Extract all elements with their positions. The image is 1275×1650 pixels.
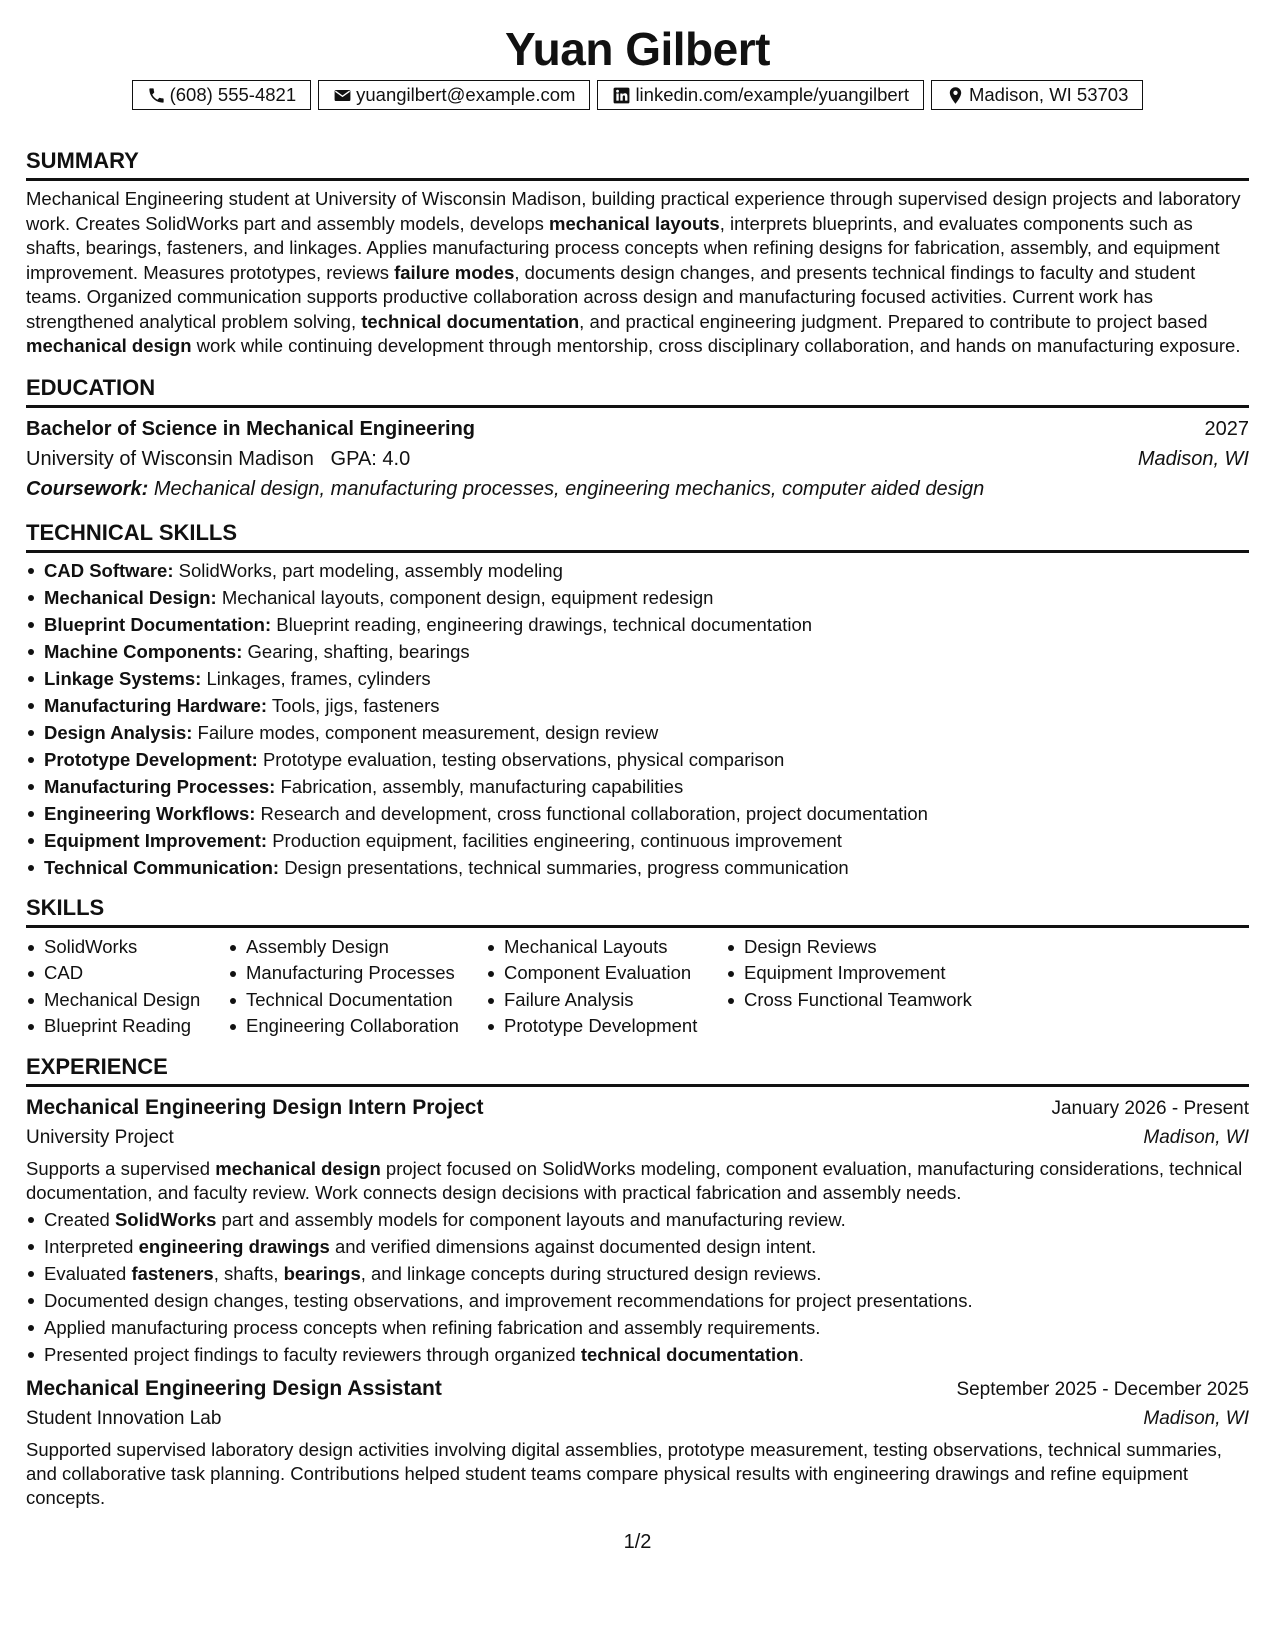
job-title: Mechanical Engineering Design Intern Project	[26, 1095, 484, 1119]
degree: Bachelor of Science in Mechanical Engineering	[26, 417, 476, 440]
list-item: Assembly Design	[228, 934, 486, 961]
job-organization: University Project	[26, 1126, 174, 1148]
list-item	[26, 638, 1249, 665]
skill-label: Linkage Systems:	[44, 667, 202, 689]
skill-label: CAD Software:	[44, 559, 174, 581]
gpa: GPA: 4.0	[330, 447, 411, 470]
job-title: Mechanical Engineering Design Assistant	[26, 1376, 442, 1400]
skills-column	[726, 934, 1006, 1040]
list-item	[26, 719, 1249, 746]
list-item: Equipment Improvement	[726, 960, 1006, 987]
list-item	[26, 584, 1249, 611]
list-item: Blueprint Reading	[26, 1013, 228, 1040]
job-date: September 2025 - December 2025	[956, 1378, 1249, 1400]
list-item: Prototype Development	[486, 1013, 726, 1040]
coursework-label: Coursework:	[26, 477, 149, 500]
list-item	[26, 692, 1249, 719]
skill-text: Failure modes, component measurement, design review	[197, 721, 659, 743]
skill-label: Manufacturing Processes:	[44, 775, 276, 797]
list-item: Technical Documentation	[228, 987, 486, 1014]
skill-label: Technical Communication:	[44, 856, 280, 878]
job-location: Madison, WI	[1143, 1407, 1249, 1429]
job-description: Supported supervised laboratory design activities involving digital assemblies, prototype measurement, testing observations, technical summaries, and collaborative task planning. Contributions helped student teams compare physical results with engineering drawings and refine equipment concepts.	[26, 1438, 1222, 1508]
skill-text: Mechanical layouts, component design, equipment redesign	[221, 586, 714, 608]
list-item: Failure Analysis	[486, 987, 726, 1014]
coursework	[26, 474, 1249, 504]
list-item	[26, 827, 1249, 854]
phone-icon	[147, 86, 166, 105]
job-date: January 2026 - Present	[1051, 1097, 1249, 1119]
contact-location	[931, 80, 1143, 110]
skill-text: Blueprint reading, engineering drawings, technical documentation	[276, 613, 813, 635]
list-item	[26, 665, 1249, 692]
job-bullets	[26, 1206, 1249, 1368]
list-item: Mechanical Layouts	[486, 934, 726, 961]
skill-text: Research and development, cross functional collaboration, project documentation	[260, 802, 928, 824]
list-item: SolidWorks	[26, 934, 228, 961]
contact-linkedin[interactable]	[597, 80, 924, 110]
contact-bar	[26, 80, 1249, 110]
skill-text: Prototype evaluation, testing observations, physical comparison	[262, 748, 785, 770]
graduation-year: 2027	[1204, 417, 1249, 440]
contact-email-text: yuangilbert@example.com	[356, 83, 576, 105]
job-location: Madison, WI	[1143, 1126, 1249, 1148]
contact-email[interactable]	[318, 80, 590, 110]
list-item: Presented project findings to faculty reviewers through organized technical documentation.	[26, 1341, 1249, 1368]
list-item: Applied manufacturing process concepts when refining fabrication and assembly requirements.	[26, 1314, 1249, 1341]
skill-label: Prototype Development:	[44, 748, 258, 770]
list-item: Cross Functional Teamwork	[726, 987, 1006, 1014]
list-item	[26, 746, 1249, 773]
skill-label: Design Analysis:	[44, 721, 193, 743]
education-heading: EDUCATION	[26, 375, 1249, 408]
skills-column	[486, 934, 726, 1040]
list-item: CAD	[26, 960, 228, 987]
list-item: Documented design changes, testing observations, and improvement recommendations for project presentations.	[26, 1287, 1249, 1314]
list-item: Component Evaluation	[486, 960, 726, 987]
list-item	[26, 800, 1249, 827]
skill-text: Production equipment, facilities engineering, continuous improvement	[272, 829, 842, 851]
list-item: Created SolidWorks part and assembly models for component layouts and manufacturing review.	[26, 1206, 1249, 1233]
contact-linkedin-text: linkedin.com/example/yuangilbert	[635, 83, 909, 105]
summary-section	[26, 148, 1249, 359]
school-location: Madison, WI	[1137, 447, 1249, 470]
skills-section	[26, 895, 1249, 1040]
job-organization: Student Innovation Lab	[26, 1407, 222, 1429]
list-item: Engineering Collaboration	[228, 1013, 486, 1040]
skill-text: SolidWorks, part modeling, assembly modeling	[178, 559, 563, 581]
skill-label: Manufacturing Hardware:	[44, 694, 268, 716]
technical-skills-list	[26, 557, 1249, 881]
summary-text: Mechanical Engineering student at University of Wisconsin Madison, building practical experience through supervised design projects and laboratory work. Creates SolidWorks part and assembly models, develops mechanical layouts, interprets blueprints, and evaluates components such as shafts, bearings, fasteners, and linkages. Applies manufacturing process concepts when refining designs for fabrication, assembly, and equipment improvement. Measures prototypes, reviews failure modes, documents design changes, and presents technical findings to faculty and student teams. Organized communication supports productive collaboration across design and manufacturing focused activities. Current work has strengthened analytical problem solving, technical documentation, and practical engineering judgment. Prepared to contribute to project based mechanical design work while continuing development through mentorship, cross disciplinary collaboration, and hands on manufacturing exposure.	[26, 188, 1241, 356]
skill-text: Fabrication, assembly, manufacturing capabilities	[280, 775, 684, 797]
skill-label: Blueprint Documentation:	[44, 613, 272, 635]
coursework-text: Mechanical design, manufacturing processes, engineering mechanics, computer aided design	[153, 477, 985, 500]
skills-heading: SKILLS	[26, 895, 1249, 928]
job-entry	[26, 1374, 1249, 1510]
skill-label: Equipment Improvement:	[44, 829, 268, 851]
envelope-icon	[333, 86, 352, 105]
list-item: Manufacturing Processes	[228, 960, 486, 987]
skill-text: Gearing, shafting, bearings	[247, 640, 470, 662]
list-item	[26, 854, 1249, 881]
map-pin-icon	[946, 86, 965, 105]
school-name: University of Wisconsin Madison	[26, 447, 314, 470]
list-item: Interpreted engineering drawings and verified dimensions against documented design intent.	[26, 1233, 1249, 1260]
skills-grid	[26, 934, 1249, 1040]
technical-skills-section	[26, 520, 1249, 881]
job-description: Supports a supervised mechanical design project focused on SolidWorks modeling, component evaluation, manufacturing considerations, technical documentation, and faculty review. Work connects design decisions with practical fabrication and assembly needs.	[26, 1157, 1243, 1203]
list-item	[26, 773, 1249, 800]
skill-label: Engineering Workflows:	[44, 802, 256, 824]
skill-text: Linkages, frames, cylinders	[206, 667, 431, 689]
technical-skills-heading: TECHNICAL SKILLS	[26, 520, 1249, 553]
skill-text: Tools, jigs, fasteners	[271, 694, 440, 716]
skill-label: Machine Components:	[44, 640, 243, 662]
list-item	[26, 611, 1249, 638]
skill-label: Mechanical Design:	[44, 586, 217, 608]
page-number: 1/2	[623, 1531, 652, 1553]
linkedin-icon	[612, 86, 631, 105]
list-item: Evaluated fasteners, shafts, bearings, and linkage concepts during structured design reviews.	[26, 1260, 1249, 1287]
job-entry	[26, 1093, 1249, 1368]
candidate-name: Yuan Gilbert	[505, 23, 770, 75]
contact-phone	[132, 80, 312, 110]
contact-location-text: Madison, WI 53703	[968, 83, 1129, 105]
experience-heading: EXPERIENCE	[26, 1054, 1249, 1087]
contact-phone-text: (608) 555-4821	[169, 83, 297, 105]
skills-column	[228, 934, 486, 1040]
list-item: Mechanical Design	[26, 987, 228, 1014]
list-item	[26, 557, 1249, 584]
skill-text: Design presentations, technical summaries, progress communication	[284, 856, 849, 878]
experience-section	[26, 1054, 1249, 1510]
summary-heading: SUMMARY	[26, 148, 1249, 181]
list-item: Design Reviews	[726, 934, 1006, 961]
skills-column	[26, 934, 228, 1040]
education-section	[26, 375, 1249, 504]
